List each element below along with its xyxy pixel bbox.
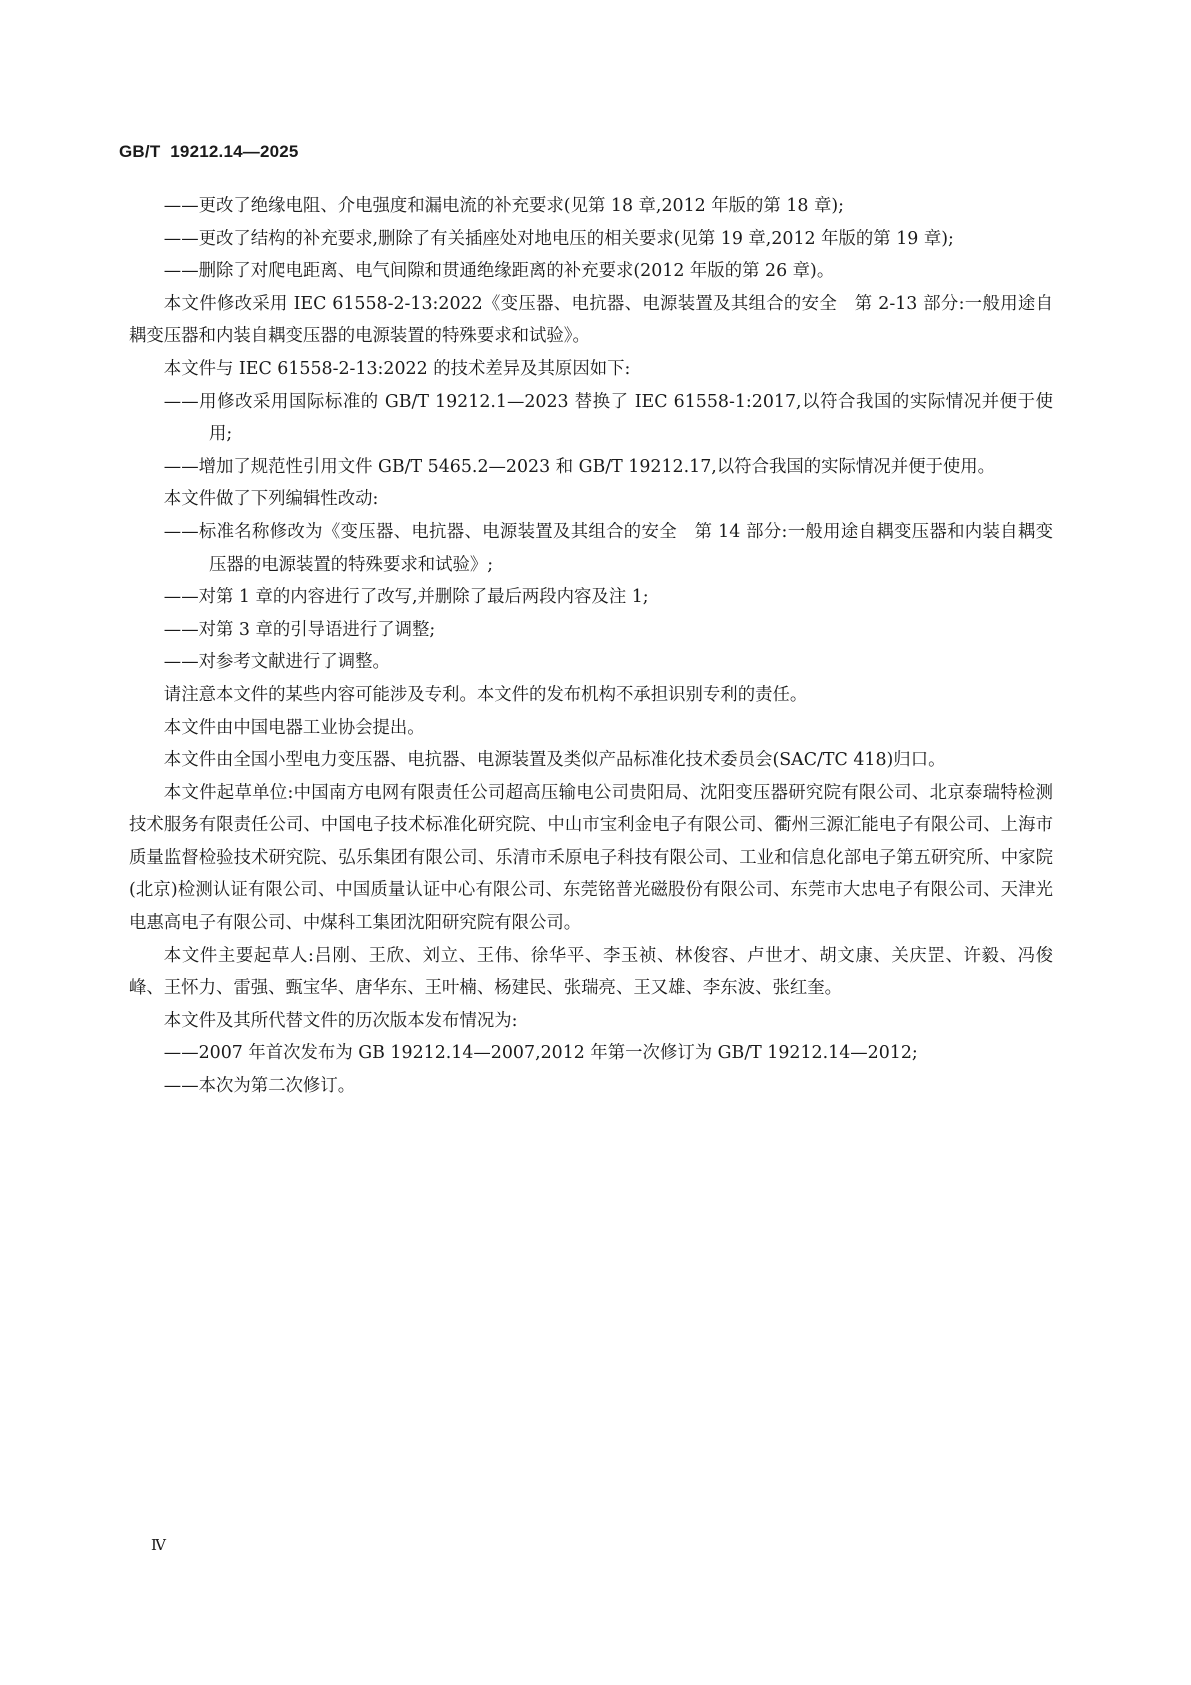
paragraph: 请注意本文件的某些内容可能涉及专利。本文件的发布机构不承担识别专利的责任。	[163, 684, 808, 705]
paragraph: 本文件由中国电器工业协会提出。	[163, 717, 425, 738]
list-item: ——对参考文献进行了调整。	[163, 652, 390, 673]
list-item: ——对第 3 章的引导语进行了调整;	[163, 619, 436, 640]
list-item: ——2007 年首次发布为 GB 19212.14—2007,2012 年第一次修订为 GB/T 19212.14—2012;	[163, 1043, 918, 1064]
paragraph: 本文件修改采用 IEC 61558-2-13:2022《变压器、电抗器、电源装置及其组合的安全 第 2-13 部分:一般用途自耦变压器和内装自耦变压器的电源装置的特殊要求和试验》。	[129, 293, 1053, 347]
list-item: ——用修改采用国际标准的 GB/T 19212.1—2023 替换了 IEC 61558-1:2017,以符合我国的实际情况并便于使用;	[163, 391, 1053, 445]
list-item: ——删除了对爬电距离、电气间隙和贯通绝缘距离的补充要求(2012 年版的第 26 章)。	[163, 261, 835, 282]
paragraph: 本文件起草单位:中国南方电网有限责任公司超高压输电公司贵阳局、沈阳变压器研究院有限公司、北京泰瑞特检测技术服务有限责任公司、中国电子技术标准化研究院、中山市宝利金电子有限公司、衢州三源汇能电子有限公司、上海市质量监督检验技术研究院、弘乐集团有限公司、乐清市禾原电子科技有限公司、工业和信息化部电子第五研究所、中家院(北京)检测认证有限公司、中国质量认证中心有限公司、东莞铭普光磁股份有限公司、东莞市大忠电子有限公司、天津光电惠高电子有限公司、中煤科工集团沈阳研究院有限公司。	[129, 782, 1053, 934]
paragraph: 本文件由全国小型电力变压器、电抗器、电源装置及类似产品标准化技术委员会(SAC/TC 418)归口。	[163, 750, 946, 771]
list-item: ——增加了规范性引用文件 GB/T 5465.2—2023 和 GB/T 19212.17,以符合我国的实际情况并便于使用。	[163, 456, 996, 477]
list-item: ——本次为第二次修订。	[163, 1076, 356, 1097]
list-item: ——标准名称修改为《变压器、电抗器、电源装置及其组合的安全 第 14 部分:一般用途自耦变压器和内装自耦变压器的电源装置的特殊要求和试验》;	[163, 521, 1053, 575]
paragraph: 本文件做了下列编辑性改动:	[163, 489, 379, 510]
paragraph: 本文件主要起草人:吕刚、王欣、刘立、王伟、徐华平、李玉祯、林俊容、卢世才、胡文康、关庆罡、许毅、冯俊峰、王怀力、雷强、甄宝华、唐华东、王叶楠、杨建民、张瑞亮、王又雄、李东波、张红奎。	[129, 945, 1053, 999]
paragraph: 本文件及其所代替文件的历次版本发布情况为:	[163, 1010, 518, 1031]
standard-code-header: GB/T 19212.14—2025	[119, 142, 299, 161]
list-item: ——更改了结构的补充要求,删除了有关插座处对地电压的相关要求(见第 19 章,2012 年版的第 19 章);	[163, 228, 954, 249]
list-item: ——更改了绝缘电阻、介电强度和漏电流的补充要求(见第 18 章,2012 年版的第 18 章);	[163, 196, 845, 216]
paragraph: 本文件与 IEC 61558-2-13:2022 的技术差异及其原因如下:	[163, 358, 631, 379]
page-number: Ⅳ	[151, 1538, 166, 1554]
preface-body	[129, 190, 1053, 1103]
list-item: ——对第 1 章的内容进行了改写,并删除了最后两段内容及注 1;	[163, 587, 649, 608]
